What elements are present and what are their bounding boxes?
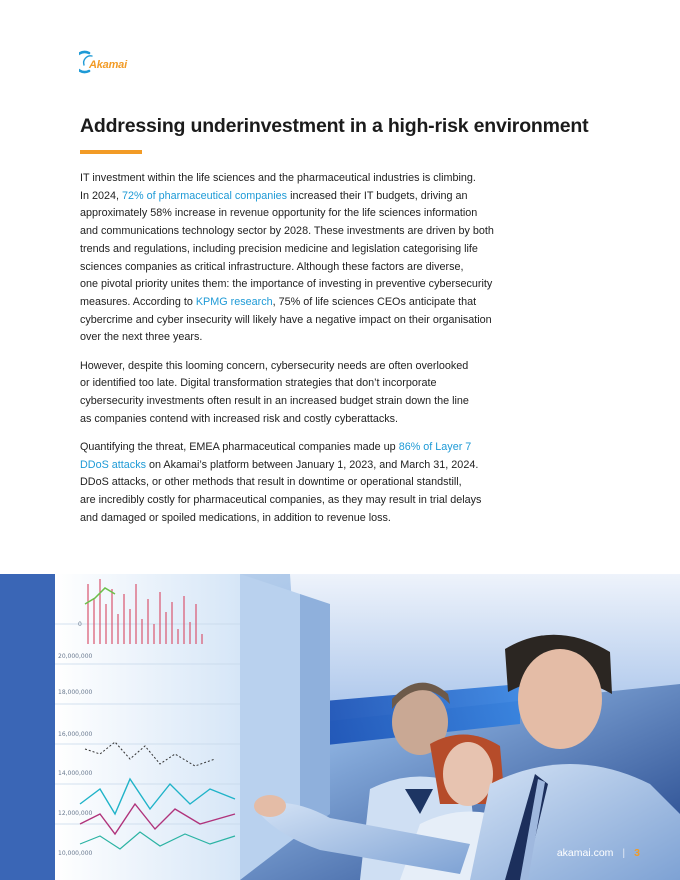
logo-text: Akamai <box>89 59 127 71</box>
text-line <box>80 492 530 510</box>
text-fragment: on Akamai’s platform between January 1, 2023, and March 31, 2024. <box>146 458 479 471</box>
page-footer <box>557 847 640 859</box>
svg-text:14,000,000: 14,000,000 <box>58 770 93 777</box>
text-line <box>80 510 530 528</box>
svg-text:18,000,000: 18,000,000 <box>58 689 93 696</box>
text-line <box>80 375 530 393</box>
text-line <box>80 411 530 429</box>
text-fragment: DDoS attacks, or other methods that result in downtime or operational standstill, <box>80 476 462 489</box>
text-fragment: sciences companies as critical infrastructure. Although these factors are diverse, <box>80 260 464 273</box>
title-underline <box>80 150 142 154</box>
body-paragraph <box>80 439 530 528</box>
text-line <box>80 223 530 241</box>
text-fragment: increased their IT budgets, driving an <box>287 189 468 202</box>
text-fragment: cybercrime and cyber insecurity will likely have a negative impact on their organisation <box>80 313 492 326</box>
page-number: 3 <box>634 847 640 859</box>
svg-text:12,000,000: 12,000,000 <box>58 810 93 817</box>
text-fragment: or identified too late. Digital transformation strategies that don’t incorporate <box>80 377 437 390</box>
text-fragment: trends and regulations, including precision medicine and legislation categorising life <box>80 242 478 255</box>
text-line <box>80 474 530 492</box>
body-paragraph <box>80 358 530 429</box>
text-line <box>80 276 530 294</box>
text-line <box>80 457 530 475</box>
page-title: Addressing underinvestment in a high-risk environment <box>80 115 589 137</box>
text-fragment: over the next three years. <box>80 331 203 344</box>
text-fragment: In 2024, <box>80 189 123 202</box>
inline-link[interactable]: 72% of pharmaceutical companies <box>122 189 288 202</box>
inline-link[interactable]: 86% of Layer 7 <box>398 441 472 454</box>
text-fragment: IT investment within the life sciences and the pharmaceutical industries is climbing. <box>80 172 476 184</box>
text-line <box>80 205 530 223</box>
text-line <box>80 241 530 259</box>
text-fragment: Quantifying the threat, EMEA pharmaceutical companies made up <box>80 441 399 454</box>
svg-text:10,000,000: 10,000,000 <box>58 850 93 857</box>
text-fragment: measures. According to <box>80 295 196 308</box>
svg-text:16,000,000: 16,000,000 <box>58 731 93 738</box>
body-text <box>80 170 530 538</box>
inline-link[interactable]: KPMG research <box>195 295 273 308</box>
body-paragraph <box>80 170 530 347</box>
text-line <box>80 170 530 188</box>
text-line <box>80 393 530 411</box>
footer-site-link[interactable]: akamai.com <box>556 847 614 859</box>
text-fragment: cybersecurity investments often result in an increased budget strain down the line <box>80 395 469 408</box>
text-fragment: as companies contend with increased risk and costly cyberattacks. <box>80 412 399 425</box>
text-fragment: are incredibly costly for pharmaceutical companies, as they may result in trial delays <box>80 494 482 507</box>
text-fragment: one pivotal priority unites them: the importance of investing in preventive cybersecurity <box>80 278 493 291</box>
akamai-logo <box>79 50 139 74</box>
text-line <box>80 358 530 376</box>
text-fragment: and damaged or spoiled medications, in addition to revenue loss. <box>80 511 391 524</box>
hero-photo <box>0 574 680 880</box>
inline-link[interactable]: DDoS attacks <box>80 458 147 471</box>
text-fragment: approximately 58% increase in revenue opportunity for the life sciences information <box>80 207 478 220</box>
footer-separator: | <box>622 847 626 859</box>
text-line <box>80 188 530 206</box>
text-fragment: , 75% of life sciences CEOs anticipate that <box>272 295 477 308</box>
text-line <box>80 259 530 277</box>
text-fragment: and communications technology sector by 2028. These investments are driven by both <box>80 225 494 238</box>
text-line <box>80 329 530 347</box>
svg-text:0: 0 <box>78 621 82 628</box>
svg-text:20,000,000: 20,000,000 <box>58 653 93 660</box>
text-line <box>80 312 530 330</box>
text-line <box>80 294 530 312</box>
text-line <box>80 439 530 457</box>
text-fragment: However, despite this looming concern, cybersecurity needs are often overlooked <box>80 359 469 372</box>
